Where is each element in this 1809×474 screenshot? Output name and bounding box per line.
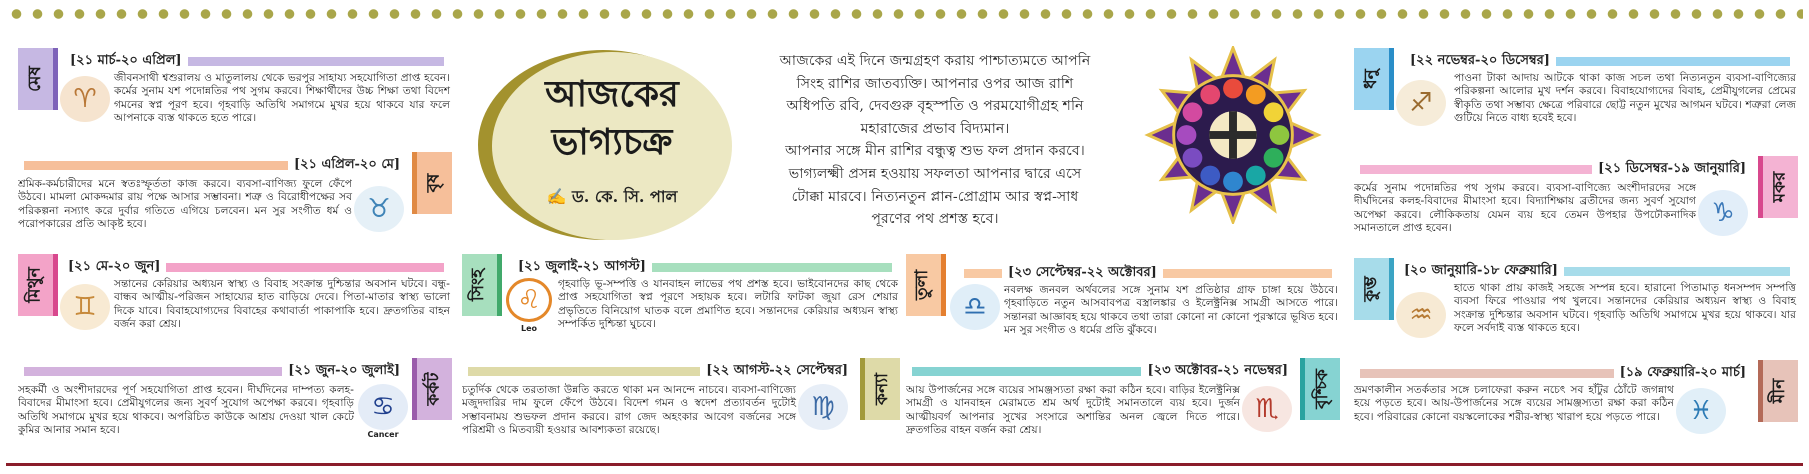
page-title	[492, 70, 732, 166]
color-bar	[1360, 165, 1592, 174]
sign-name-tab	[412, 358, 452, 420]
date-row	[18, 156, 400, 174]
date-row	[462, 362, 848, 380]
sign-block-brischik	[906, 358, 1340, 444]
cancer-icon: ♋	[358, 384, 408, 430]
color-bar	[468, 367, 700, 376]
sign-block-brish	[18, 152, 452, 242]
sagittarius-icon: ♐	[1396, 80, 1446, 126]
scorpio-icon: ♏	[1242, 386, 1292, 432]
emblem-caption: Leo	[520, 324, 538, 333]
aries-icon: ♈	[60, 76, 110, 122]
sign-name: তুলা	[912, 269, 933, 301]
sign-name-tab	[1354, 258, 1394, 320]
date-range: [২১ ডিসেম্বর-১৯ জানুয়ারি]	[1598, 160, 1746, 176]
date-row	[958, 264, 1338, 282]
sign-text: পাওনা টাকা আদায় আটকে থাকা কাজ সচল তথা নিত্যনতুন ব্যবসা-বাণিজ্যের পরিকল্পনা আলোর মুখ দর্শন করবে। বিবাহযোগ্যদের বিবাহ, প্রেমীযুগলের প্রেমের স্বীকৃতি তথা সম্ভাব্য ক্ষেত্রে পরিবারে ছোট্ট নতুন মুখের আগমন ঘটবে। শত্রুরা লেজ গুটিয়ে নিতে বাধ্য হবেই হবে।	[1454, 72, 1796, 125]
pen-nib-icon: ✍	[546, 187, 567, 206]
date-row	[906, 362, 1288, 380]
sign-name-tab	[18, 48, 58, 110]
sign-name: কর্কট	[423, 372, 444, 406]
sign-name-tab	[860, 358, 900, 420]
aquarius-icon: ♒	[1396, 292, 1446, 338]
date-row	[1410, 52, 1796, 70]
sign-name-tab	[1758, 156, 1798, 218]
date-row	[18, 362, 400, 380]
intro-line: পূরণের পথ প্রশস্ত হবে।	[871, 211, 999, 228]
sign-name: মিথুন	[24, 267, 45, 303]
sign-text: চতুর্দিক থেকে তরতাজা উন্নতি করতে থাকা মন আনন্দে নাচবে। ব্যবসা-বাণিজ্যে মজুদদারির দাম ফুলে ফেঁপে উঠবে। বিদেশ গমন ও স্বদেশ প্রত্যাবর্তন দুটোই সম্ভাবনাময় শুভফল প্রদান করবে। রাগ জেদ অহংকার আবেগ বর্জনের সঙ্গে পরিশ্রমী ও মিতব্যয়ী হওয়ার আবশ্যকতা রয়েছে।	[462, 384, 796, 437]
date-range: [২১ মার্চ-২০ এপ্রিল]	[70, 52, 182, 68]
date-range: [২১ জুন-২০ জুলাই]	[288, 362, 400, 378]
color-bar	[188, 57, 444, 66]
sign-text: হাতে থাকা প্রায় কাজই সহজে সম্পন্ন হবে। হারানো পিতামাতৃ ধনসম্পদ সম্পত্তি ব্যবসা ফিরে পাওয়ার পথ খুলবে। সন্তানদের কেরিয়ার অধ্যয়ন স্বাস্থ্য ও বিবাহ সংক্রান্ত দুশ্চিন্তার অবসান ঘটবে। গৃহবাড়ি অতিথি সমাগমে মুখর হয়ে থাকবে। যার ফলে সর্বদাই ব্যস্ত থাকতে হবে।	[1454, 282, 1796, 335]
intro-line: আপনার সঙ্গে মীন রাশির বন্ধুত্ব শুভ ফল প্রদান করবে।	[785, 143, 1085, 160]
date-range: [২১ জুলাই-২১ আগস্ট]	[518, 258, 646, 274]
sign-name: ধনু	[1360, 69, 1381, 89]
sign-text: ভ্রমণকালীন সতর্কতার সঙ্গে চলাফেরা করুন নচেৎ সব হাঁটুর ঠোঁটে জগন্নাথ হয়ে পড়তে হবে। আয়-উপার্জনের সঙ্গে ব্যয়ের সামঞ্জস্যতা রক্ষা করা কঠিন হবে। পরিবারের কোনো বয়স্কলোকের শরীর-স্বাস্থ্য খারাপ হয়ে পড়তে পারে।	[1354, 384, 1674, 423]
color-bar	[964, 269, 1002, 278]
sign-block-mithun	[18, 254, 452, 340]
color-bar	[912, 367, 1141, 376]
intro-line: আজকের এই দিনে জন্মগ্রহণ করায় পাশ্চাত্যমতে আপনি	[779, 53, 1091, 69]
sign-text: কর্মের সুনাম পদোন্নতির পথ সুগম করবে। ব্যবসা-বাণিজ্যে অংশীদারদের সঙ্গে দীর্ঘদিনের কলহ-বিবাদের মীমাংসা হবে। বিদ্যাশিক্ষায় ব্রতীদের জন্য সুবর্ণ সুযোগ অপেক্ষা করবে। লৌকিকতায় যেমন ব্যয় হবে তেমন উপহার উপঢৌকনাদিক সমানতালে প্রাপ্ত হবেন।	[1354, 182, 1696, 235]
sign-name-tab	[906, 254, 946, 316]
sign-text: জীবনসাথী শ্বশুরালয় ও মাতুলালয় থেকে ভরপুর সাহায্য সহযোগিতা প্রাপ্ত হবেন। কর্মের সুনাম যশ পদোন্নতির পথ সুগম করবে। শিক্ষার্থীদের উচ্চ শিক্ষা তথা বিদেশ গমনের স্বপ্ন পূরণ হবে। গৃহবাড়ি অতিথি সমাগমে মুখর হয়ে থাকবে যার ফলে আপনাকে ব্যস্ত থাকতে হতে পারে।	[114, 72, 450, 125]
color-bar	[24, 367, 282, 376]
title-line-1: আজকের	[545, 73, 679, 115]
dotted-border-top	[6, 8, 1803, 20]
color-bar	[1556, 57, 1790, 66]
date-range: [২১ মে-২০ জুন]	[68, 258, 161, 274]
color-bar	[24, 161, 288, 170]
date-range: [২৩ অক্টোবর-২১ নভেম্বর]	[1147, 362, 1288, 378]
date-row	[518, 258, 898, 276]
sign-block-karkat	[18, 358, 452, 444]
title-line-2: ভাগ্যচক্র	[551, 121, 673, 163]
date-range: [২২ নভেম্বর-২০ ডিসেম্বর]	[1410, 52, 1550, 68]
intro-line: সিংহ রাশির জাতব্যক্তি। আপনার ওপর আজ রাশি	[796, 75, 1074, 92]
sign-name-tab	[1354, 48, 1394, 110]
sign-block-mesh	[18, 48, 452, 134]
sign-name: বৃশ্চিক	[1311, 369, 1332, 409]
date-row	[1354, 364, 1746, 382]
intro-paragraph	[748, 50, 1122, 231]
author-name: ড. কে. সি. পাল	[572, 187, 678, 206]
sign-name-tab	[1300, 358, 1340, 420]
sign-name: মকর	[1769, 171, 1790, 203]
color-bar	[1360, 369, 1614, 378]
author-byline	[492, 184, 732, 211]
virgo-icon: ♍	[798, 384, 848, 430]
sign-text: গৃহবাড়ি ভূ-সম্পত্তি ও যানবাহন লাভের পথ প্রশস্ত হবে। ভাইবোনদের কাছ থেকে প্রাপ্ত সহযোগিতা স্বপ্ন পূরণে সহায়ক হবে। লটারি ফাটকা জুয়া রেস শেয়ার প্রভৃতিতে বিনিয়োগ ঘাতক বলে প্রমাণিত হবে। সন্তানদের কেরিয়ার অধ্যয়ন স্বাস্থ্য সম্পর্কিত দুশ্চিন্তা ঘুচবে।	[558, 278, 898, 331]
intro-line: অধিপতি রবি, দেবগুরু বৃহস্পতি ও পরমযোগীগ্রহ শনি	[786, 98, 1084, 115]
sign-block-kumbha	[1354, 258, 1798, 348]
color-bar	[652, 263, 892, 272]
date-range: [২০ জানুয়ারি-১৮ ফেব্রুয়ারি]	[1404, 262, 1558, 278]
sign-text: নবলক্ষ জনবল অর্থবলের সঙ্গে সুনাম যশ প্রতিষ্ঠার গ্রাফ চাঙ্গা হয়ে উঠবে। গৃহবাড়িতে নতুন আসবাবপত্র বস্ত্রালঙ্কার ও ইলেক্ট্রনিক্স সামগ্রী আসতে পারে। সন্তানরা আজ্ঞাবহ হয়ে থাকবে তথা তারা কোনো না কোনো পুরস্কারে ভূষিত হবে। মন সুর সংগীত ও ধর্মের প্রতি ঝুঁকবে।	[1004, 284, 1338, 337]
zodiac-wheel-image	[1144, 46, 1322, 224]
date-row	[1354, 160, 1746, 178]
date-row	[68, 258, 450, 276]
color-bar	[1163, 269, 1332, 278]
sign-name: কুম্ভ	[1360, 276, 1381, 302]
date-range: [২১ এপ্রিল-২০ মে]	[293, 156, 400, 172]
sign-text: আয় উপার্জনের সঙ্গে ব্যয়ের সামঞ্জস্যতা রক্ষা করা কঠিন হবে। বাড়ির ইলেক্ট্রনিক্স সামগ্রী ও যানবাহন মেরামতে শ্রম অর্থ দুটোই সমানতালে ব্যয় হবে। দুর্জন আত্মীয়বর্গ আপনার সুখের সংসারে অশান্তির অনল জ্বেলে দিতে পারে। দ্রুতগতির বাহন বর্জন করা শ্রেয়।	[906, 384, 1240, 437]
sign-name: মেষ	[24, 66, 45, 92]
date-row	[70, 52, 450, 70]
sign-block-kanya	[462, 358, 900, 444]
sign-name: কন্যা	[871, 373, 892, 405]
sign-name-tab	[1758, 360, 1798, 422]
sign-name: বৃষ	[423, 173, 444, 193]
color-bar	[166, 263, 444, 272]
date-range: [১৯ ফেব্রুয়ারি-২০ মার্চ]	[1619, 364, 1746, 380]
sign-block-tula	[906, 254, 1340, 340]
date-range: [২৩ সেপ্টেম্বর-২২ অক্টোবর]	[1008, 264, 1157, 280]
sign-name-tab	[462, 254, 502, 316]
gemini-icon: ♊	[60, 284, 110, 330]
emblem-caption: Cancer	[367, 430, 399, 439]
sign-text: শ্রমিক-কর্মচারীদের মনে স্বতঃস্ফূর্ততা কাজ করবে। ব্যবসা-বাণিজ্য ফুলে ফেঁপে উঠবে। মামলা মোকদ্দমার রায় পক্ষে আসার সম্ভাবনা। শত্রু ও বিরোধীপক্ষের সব পরিকল্পনা নস্যাৎ করে দুর্বার গতিতে এগিয়ে চলবেন। মন সুর সংগীত ধর্ম ও পরোপকারের প্রতি আকৃষ্ট হবে।	[18, 178, 352, 231]
sign-name: মীন	[1769, 378, 1790, 404]
sign-block-dhanu	[1354, 48, 1798, 138]
intro-line: মহারাজের প্রভাব বিদ্যমান।	[860, 120, 1010, 137]
date-row	[1404, 262, 1796, 280]
sign-block-makar	[1354, 156, 1798, 246]
capricorn-icon: ♑	[1698, 190, 1748, 236]
pisces-icon: ♓	[1676, 388, 1726, 434]
sign-block-singha	[462, 254, 900, 340]
date-range: [২২ আগস্ট-২২ সেপ্টেম্বর]	[706, 362, 848, 378]
sign-block-meen	[1354, 360, 1798, 446]
taurus-icon: ♉	[354, 186, 404, 232]
intro-line: টোক্কা মারবে। নিত্যনতুন প্লান-প্রোগ্রাম আর স্বপ্ন-সাধ	[791, 188, 1079, 205]
leo-icon: ♌	[506, 278, 552, 322]
sign-text: সহকর্মী ও অংশীদারদের পূর্ণ সহযোগিতা প্রাপ্ত হবেন। দীর্ঘদিনের দাম্পত্য কলহ-বিবাদের মীমাংসা হবে। প্রেমীযুগলের জন্য সুবর্ণ সুযোগ অপেক্ষা করবে। গৃহবাড়ি অতিথি সমাগমে মুখর হয়ে থাকবে। অপরিচিত কাউকে আশ্রয় দেওয়া খাল কেটে কুমির আনার সমান হবে।	[18, 384, 354, 437]
libra-icon: ♎	[950, 284, 1000, 330]
bottom-rule	[6, 463, 1803, 466]
intro-line: ভাগ্যলক্ষ্মী প্রসন্ন হওয়ায় সফলতা আপনার দ্বারে এসে	[788, 165, 1082, 182]
sign-name-tab	[18, 254, 58, 316]
sign-name-tab	[412, 152, 452, 214]
sign-text: সন্তানের কেরিয়ার অধ্যয়ন স্বাস্থ্য ও বিবাহ সংক্রান্ত দুশ্চিন্তার অবসান ঘটবে। বন্ধু-বান্ধব আত্মীয়-পরিজন সাহায্যের হাত বাড়িয়ে দেবে। পিতা-মাতার স্বাস্থ্য ভালো দিকে যাবে। বিবাহযোগ্যদের বিবাহের কথাবার্তা পাকাপাকি হবে। দ্রুতগতির বাহন বর্জন করা শ্রেয়।	[114, 278, 450, 331]
color-bar	[1564, 267, 1790, 276]
sign-name: সিংহ	[468, 268, 489, 302]
